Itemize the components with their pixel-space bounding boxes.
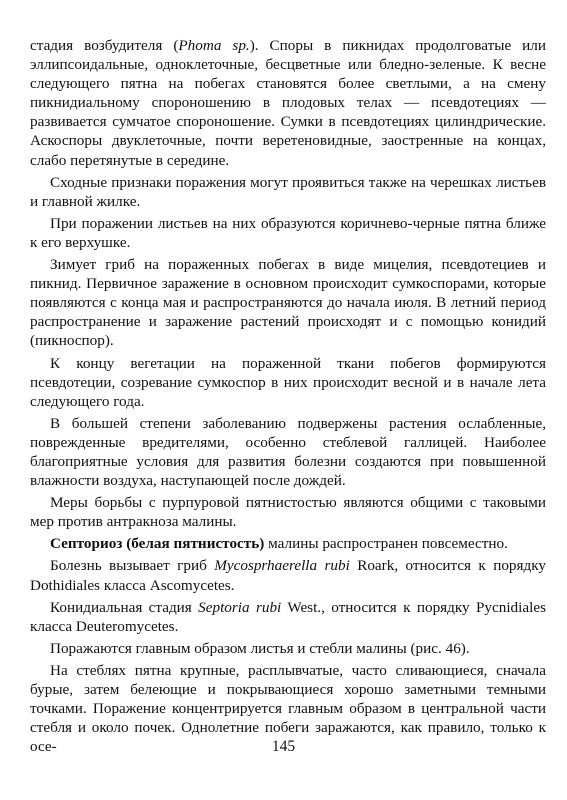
- latin-name: Mycosprhaerella rubi: [214, 557, 350, 575]
- document-body: [30, 36, 546, 759]
- paragraph-p5: [30, 354, 546, 411]
- paragraph-p4: [30, 255, 546, 350]
- text-run: Меры борьбы с пурпуровой пятнистостью являются общими с таковыми мер против антракноза малины.: [30, 494, 546, 531]
- text-run: Конидиальная стадия: [50, 598, 199, 616]
- text-run: Сходные признаки поражения могут проявиться также на черешках листьев и главной жилке.: [30, 173, 546, 210]
- text-run: West., относится к порядку Pycnidiales класса Deuteromycetes.: [30, 598, 546, 635]
- paragraph-p11: [30, 639, 546, 658]
- text-run: Болезнь вызывает гриб: [50, 557, 215, 575]
- text-run: Зимует гриб на пораженных побегах в виде мицелия, псевдотециев и пикнид. Первичное заражение в основном происходит сумкоспорами, которые появляются с конца мая и распространяются до начала июля. В летний период распространение и заражение растений происходят и с помощью конидий (пикноспор).: [30, 256, 546, 350]
- paragraph-p1: [30, 36, 546, 170]
- text-run: К концу вегетации на пораженной ткани побегов формируются псевдотеции, созревание сумкоспор в них происходит весной и в начале лета следующего года.: [30, 354, 546, 410]
- latin-name: Phoma sp.: [178, 37, 250, 54]
- text-run: При поражении листьев на них образуются коричнево-черные пятна ближе к его верхушке.: [30, 214, 546, 251]
- latin-name: Septoria rubi: [198, 598, 282, 616]
- text-run: В большей степени заболеванию подвержены растения ослабленные, поврежденные вредителями, особенно стеблевой галлицей. Наиболее благоприятные условия для развития болезни создаются при повышенной влажности воздуха, наступающей после дождей.: [30, 414, 546, 490]
- paragraph-p9: [30, 556, 546, 594]
- paragraph-p6: [30, 414, 546, 490]
- text-run: ). Споры в пикнидах продолговатые или эллипсоидальные, одноклеточные, бесцветные или бледно-зеленые. К весне следующего пятна на побегах становятся более светлыми, а на смену пикнидиальному спороношению в плодовых телах — псевдотециях — развивается сумчатое спороношение. Сумки в псевдотециях цилиндрические. Аскоспоры двуклеточные, почти веретеновидные, заостренные на концах, слабо перетянутые в середине.: [30, 37, 546, 169]
- text-run: стадия возбудителя (: [30, 37, 179, 54]
- page-number: 145: [271, 738, 296, 755]
- paragraph-p10: [30, 598, 546, 636]
- text-run: Поражаются главным образом листья и стебли малины (рис. 46).: [50, 639, 470, 657]
- text-run: На стеблях пятна крупные, расплывчатые, часто сливающиеся, сначала бурые, затем белеющие и покрывающиеся хорошо заметными темными точками. Поражение концентрируется главным образом в центральной части стебля и около почек. Однолетние побеги заражаются, как правило, только к осе-: [30, 661, 546, 756]
- bold-term: Септориоз (белая пятнистость): [50, 535, 265, 553]
- paragraph-p2: [30, 173, 546, 211]
- paragraph-p3: [30, 214, 546, 252]
- paragraph-p7: [30, 493, 546, 531]
- text-run: малины распространен повсеместно.: [264, 535, 508, 553]
- paragraph-p8: [30, 534, 546, 553]
- text-run: Roark, относится к порядку Dothidiales класса Ascomycetes.: [30, 557, 546, 594]
